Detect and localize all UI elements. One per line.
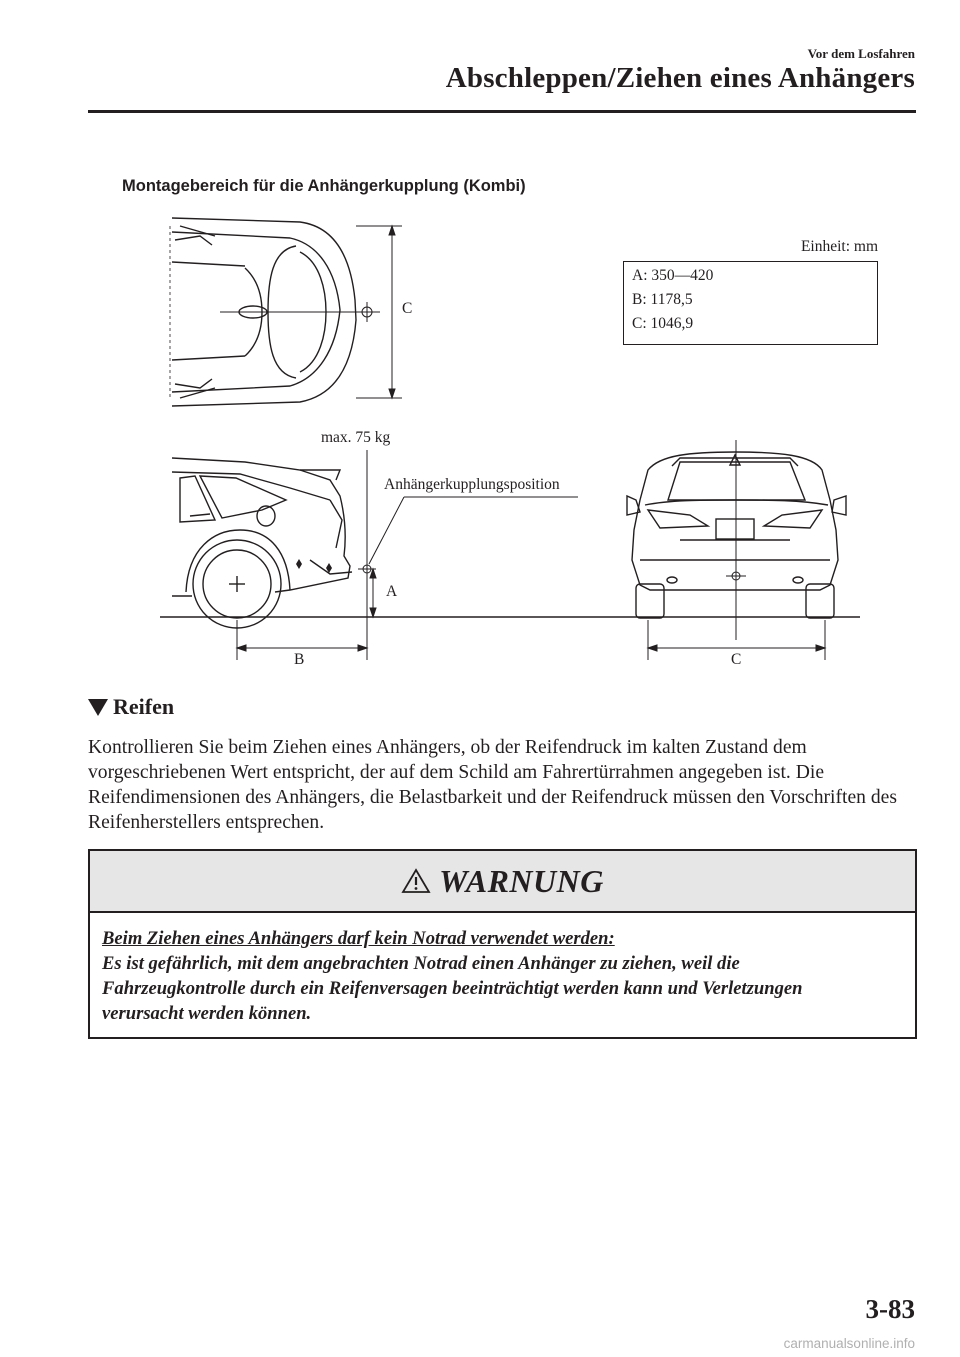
warning-text: Es ist gefährlich, mit dem angebrachten Notrad einen Anhänger zu ziehen, weil die Fahrzeugkontrolle durch ein Reifenversagen beeinträchtigt werden kann und Verletzungen verursacht werden können. bbox=[102, 953, 803, 1024]
dimension-a bbox=[370, 569, 376, 617]
max-load-label: max. 75 kg bbox=[321, 429, 391, 446]
warning-title: WARNUNG bbox=[439, 862, 604, 899]
dimension-table bbox=[623, 261, 878, 345]
triangle-down-icon bbox=[88, 699, 108, 716]
warning-lead: Beim Ziehen eines Anhängers darf kein Notrad verwendet werden: bbox=[102, 928, 615, 949]
section-title: Abschleppen/Ziehen eines Anhängers bbox=[445, 62, 915, 94]
label-c-top: C bbox=[402, 300, 413, 317]
section-label: Vor dem Losfahren bbox=[807, 46, 915, 61]
watermark: carmanualsonline.info bbox=[783, 1336, 915, 1351]
page-number: 3-83 bbox=[865, 1294, 915, 1324]
warning-box bbox=[88, 849, 917, 1039]
dimension-a-value: A: 350—420 bbox=[632, 267, 714, 284]
warning-triangle-icon bbox=[401, 868, 431, 894]
figure-title: Montagebereich für die Anhängerkupplung (Kombi) bbox=[122, 177, 526, 195]
section-heading-text: Reifen bbox=[113, 694, 175, 719]
warning-body bbox=[102, 926, 885, 1026]
top-view-drawing bbox=[170, 218, 380, 406]
rear-view-drawing bbox=[627, 440, 846, 640]
label-b: B bbox=[294, 651, 305, 668]
hitch-position-label: Anhängerkupplungsposition bbox=[384, 476, 560, 493]
section-heading bbox=[88, 694, 174, 720]
unit-label: Einheit: mm bbox=[800, 238, 878, 255]
warning-header bbox=[90, 851, 915, 913]
label-a: A bbox=[386, 583, 398, 600]
dimension-c-value: C: 1046,9 bbox=[632, 315, 694, 332]
leader-lines bbox=[367, 450, 578, 564]
dimension-b-value: B: 1178,5 bbox=[632, 291, 693, 308]
section-paragraph: Kontrollieren Sie beim Ziehen eines Anhängers, ob der Reifendruck im kalten Zustand dem vorgeschriebenen Wert entspricht, der auf dem Schild am Fahrertürrahmen angegeben ist. Die Reifendimensionen des Anhängers, die Belastbarkeit und der Reifendruck müssen den Vorschriften des Reifenherstellers entsprechen. bbox=[88, 737, 897, 833]
label-c-rear: C bbox=[731, 651, 742, 668]
